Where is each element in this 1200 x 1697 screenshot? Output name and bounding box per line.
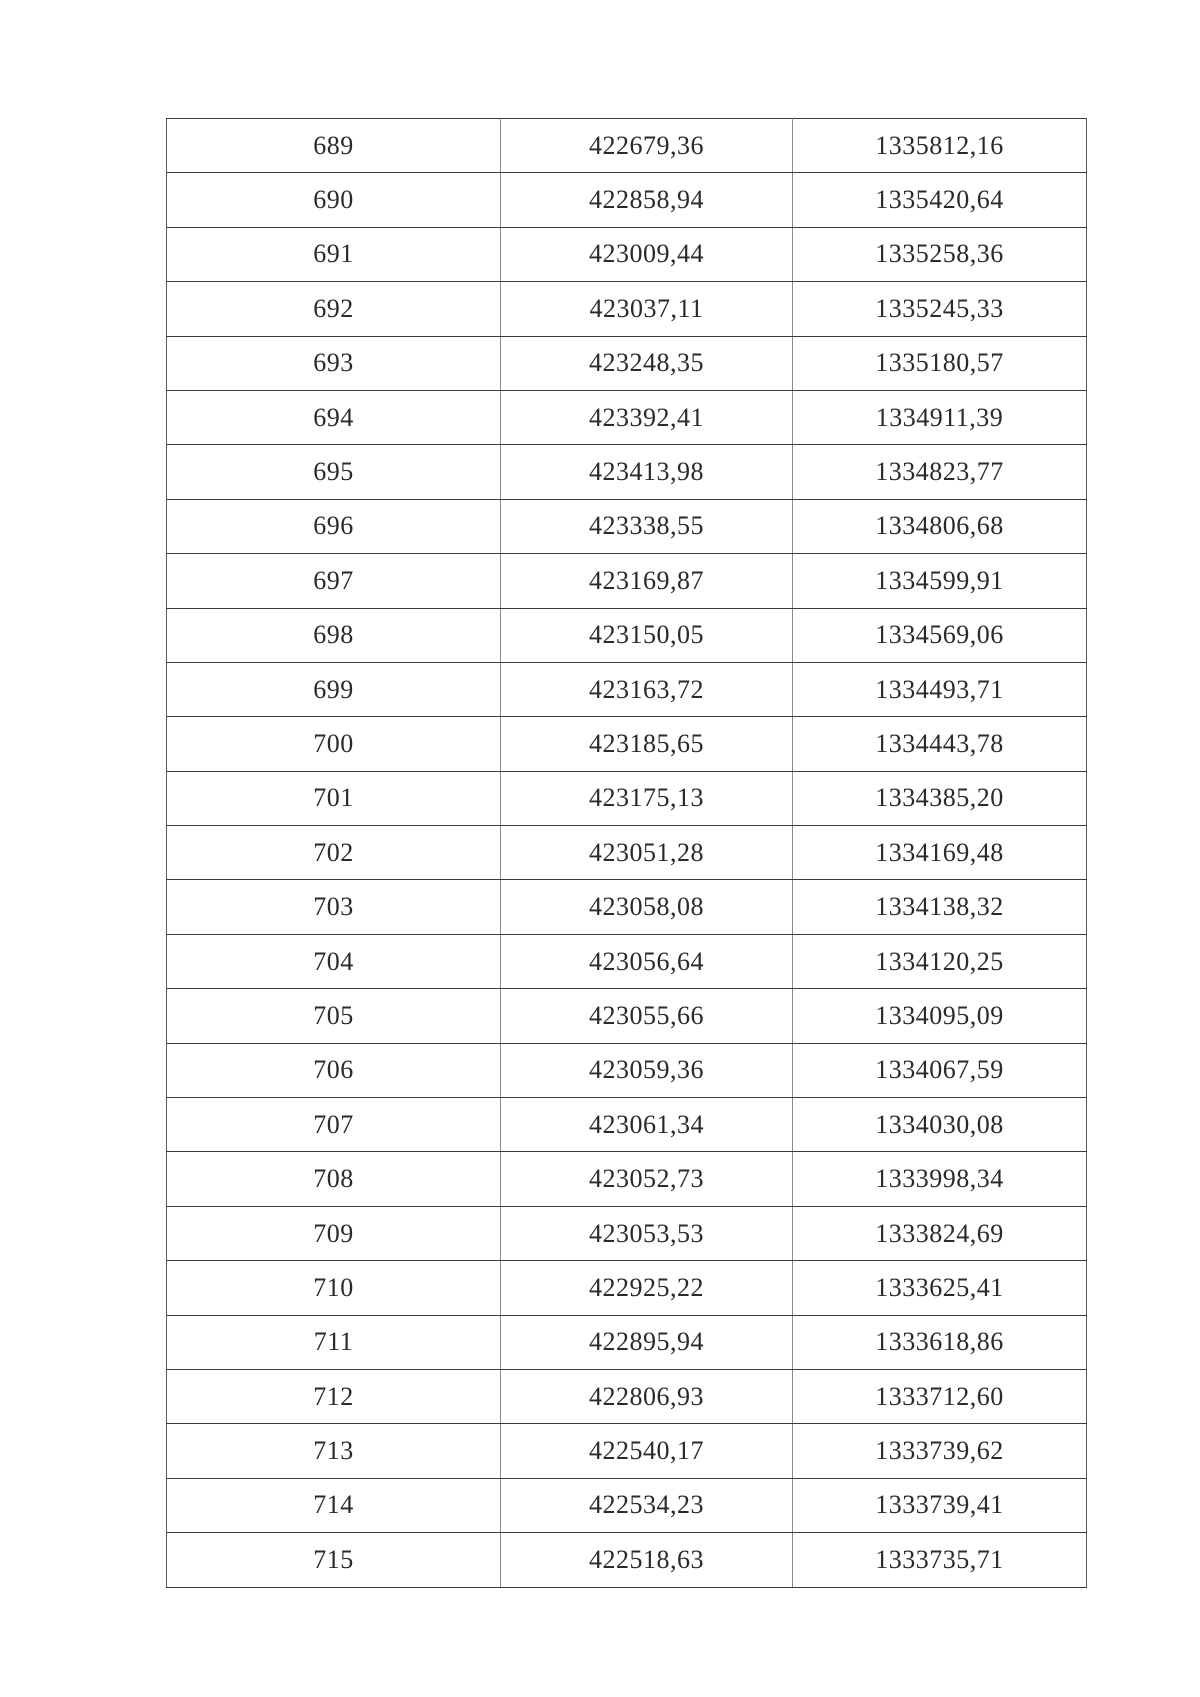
x-coordinate-cell: 423413,98	[501, 445, 793, 499]
x-coordinate-cell: 423056,64	[501, 934, 793, 988]
table-row	[167, 282, 1087, 336]
table-row	[167, 608, 1087, 662]
x-coordinate-cell: 423392,41	[501, 390, 793, 444]
x-coordinate-cell: 423052,73	[501, 1152, 793, 1206]
x-coordinate-cell: 423175,13	[501, 771, 793, 825]
y-coordinate-cell: 1334169,48	[793, 826, 1087, 880]
table-row	[167, 554, 1087, 608]
table-row	[167, 499, 1087, 553]
y-coordinate-cell: 1334385,20	[793, 771, 1087, 825]
point-number-cell: 715	[167, 1533, 501, 1587]
x-coordinate-cell: 422518,63	[501, 1533, 793, 1587]
table-row	[167, 1043, 1087, 1097]
point-number-cell: 700	[167, 717, 501, 771]
table-row	[167, 1315, 1087, 1369]
table-row	[167, 445, 1087, 499]
point-number-cell: 705	[167, 989, 501, 1043]
table-row	[167, 119, 1087, 173]
table-row	[167, 1424, 1087, 1478]
point-number-cell: 692	[167, 282, 501, 336]
table-row	[167, 880, 1087, 934]
table-row	[167, 662, 1087, 716]
y-coordinate-cell: 1335245,33	[793, 282, 1087, 336]
x-coordinate-cell: 423053,53	[501, 1206, 793, 1260]
x-coordinate-cell: 423051,28	[501, 826, 793, 880]
point-number-cell: 708	[167, 1152, 501, 1206]
table-row	[167, 173, 1087, 227]
y-coordinate-cell: 1335258,36	[793, 227, 1087, 281]
point-number-cell: 698	[167, 608, 501, 662]
x-coordinate-cell: 423169,87	[501, 554, 793, 608]
y-coordinate-cell: 1334095,09	[793, 989, 1087, 1043]
y-coordinate-cell: 1334443,78	[793, 717, 1087, 771]
x-coordinate-cell: 423055,66	[501, 989, 793, 1043]
point-number-cell: 690	[167, 173, 501, 227]
y-coordinate-cell: 1334120,25	[793, 934, 1087, 988]
point-number-cell: 701	[167, 771, 501, 825]
x-coordinate-cell: 423150,05	[501, 608, 793, 662]
y-coordinate-cell: 1333739,62	[793, 1424, 1087, 1478]
y-coordinate-cell: 1334030,08	[793, 1098, 1087, 1152]
y-coordinate-cell: 1333712,60	[793, 1369, 1087, 1423]
x-coordinate-cell: 422925,22	[501, 1261, 793, 1315]
point-number-cell: 702	[167, 826, 501, 880]
y-coordinate-cell: 1333735,71	[793, 1533, 1087, 1587]
point-number-cell: 707	[167, 1098, 501, 1152]
y-coordinate-cell: 1334493,71	[793, 662, 1087, 716]
y-coordinate-cell: 1334823,77	[793, 445, 1087, 499]
point-number-cell: 711	[167, 1315, 501, 1369]
y-coordinate-cell: 1334806,68	[793, 499, 1087, 553]
table-row	[167, 717, 1087, 771]
point-number-cell: 689	[167, 119, 501, 173]
point-number-cell: 696	[167, 499, 501, 553]
y-coordinate-cell: 1334599,91	[793, 554, 1087, 608]
point-number-cell: 709	[167, 1206, 501, 1260]
y-coordinate-cell: 1333739,41	[793, 1478, 1087, 1532]
point-number-cell: 713	[167, 1424, 501, 1478]
point-number-cell: 694	[167, 390, 501, 444]
point-number-cell: 691	[167, 227, 501, 281]
x-coordinate-cell: 423061,34	[501, 1098, 793, 1152]
table-row	[167, 1533, 1087, 1587]
y-coordinate-cell: 1335812,16	[793, 119, 1087, 173]
x-coordinate-cell: 423059,36	[501, 1043, 793, 1097]
x-coordinate-cell: 422806,93	[501, 1369, 793, 1423]
coordinates-table-body	[167, 119, 1087, 1588]
table-row	[167, 1206, 1087, 1260]
point-number-cell: 693	[167, 336, 501, 390]
point-number-cell: 710	[167, 1261, 501, 1315]
coordinates-table	[166, 118, 1087, 1588]
point-number-cell: 704	[167, 934, 501, 988]
table-row	[167, 1369, 1087, 1423]
table-row	[167, 227, 1087, 281]
table-row	[167, 1478, 1087, 1532]
y-coordinate-cell: 1334067,59	[793, 1043, 1087, 1097]
table-row	[167, 336, 1087, 390]
x-coordinate-cell: 422858,94	[501, 173, 793, 227]
table-row	[167, 934, 1087, 988]
point-number-cell: 695	[167, 445, 501, 499]
x-coordinate-cell: 422534,23	[501, 1478, 793, 1532]
x-coordinate-cell: 423248,35	[501, 336, 793, 390]
point-number-cell: 699	[167, 662, 501, 716]
table-row	[167, 1152, 1087, 1206]
table-row	[167, 390, 1087, 444]
y-coordinate-cell: 1335180,57	[793, 336, 1087, 390]
x-coordinate-cell: 422895,94	[501, 1315, 793, 1369]
x-coordinate-cell: 422679,36	[501, 119, 793, 173]
y-coordinate-cell: 1334569,06	[793, 608, 1087, 662]
y-coordinate-cell: 1333998,34	[793, 1152, 1087, 1206]
point-number-cell: 703	[167, 880, 501, 934]
point-number-cell: 714	[167, 1478, 501, 1532]
x-coordinate-cell: 423185,65	[501, 717, 793, 771]
x-coordinate-cell: 423338,55	[501, 499, 793, 553]
point-number-cell: 712	[167, 1369, 501, 1423]
y-coordinate-cell: 1334138,32	[793, 880, 1087, 934]
table-row	[167, 771, 1087, 825]
table-row	[167, 1261, 1087, 1315]
y-coordinate-cell: 1333625,41	[793, 1261, 1087, 1315]
x-coordinate-cell: 423058,08	[501, 880, 793, 934]
x-coordinate-cell: 423009,44	[501, 227, 793, 281]
table-row	[167, 1098, 1087, 1152]
y-coordinate-cell: 1335420,64	[793, 173, 1087, 227]
y-coordinate-cell: 1333618,86	[793, 1315, 1087, 1369]
x-coordinate-cell: 423163,72	[501, 662, 793, 716]
y-coordinate-cell: 1333824,69	[793, 1206, 1087, 1260]
point-number-cell: 706	[167, 1043, 501, 1097]
table-row	[167, 989, 1087, 1043]
x-coordinate-cell: 422540,17	[501, 1424, 793, 1478]
y-coordinate-cell: 1334911,39	[793, 390, 1087, 444]
table-row	[167, 826, 1087, 880]
x-coordinate-cell: 423037,11	[501, 282, 793, 336]
point-number-cell: 697	[167, 554, 501, 608]
